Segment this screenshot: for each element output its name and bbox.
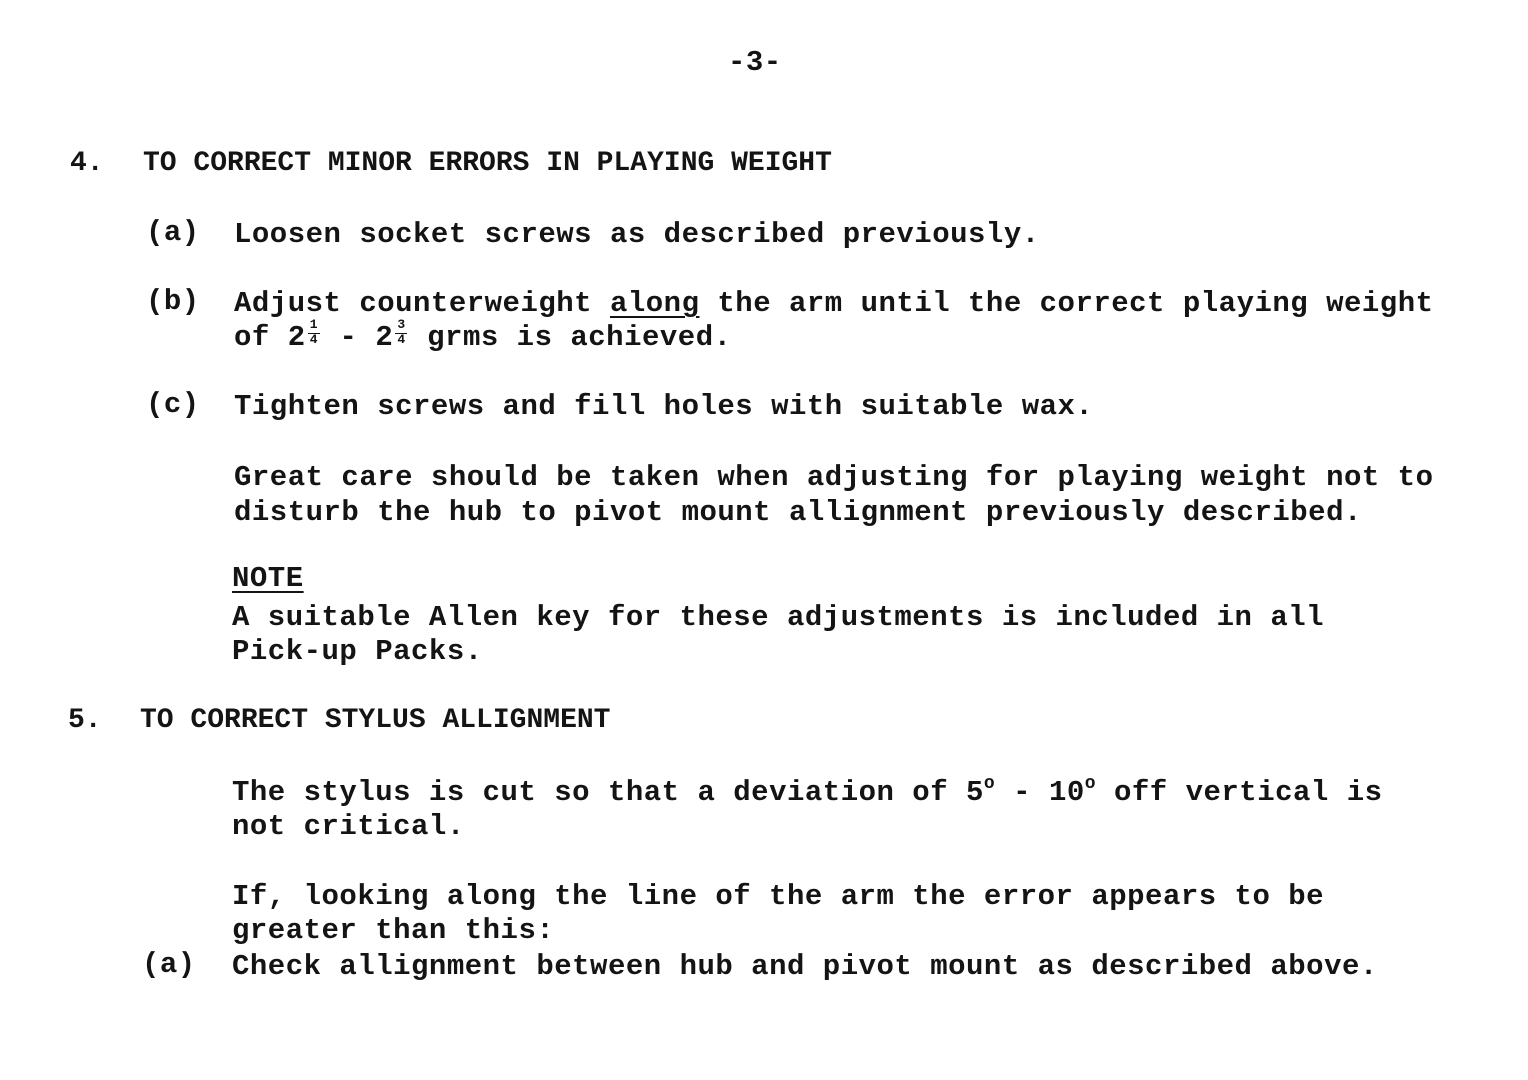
fraction-three-quarters-numerator: 3 [397, 317, 406, 332]
note-heading: NOTE [232, 562, 304, 595]
section-5-item-a-text: Check allignment between hub and pivot mount as described above. [232, 950, 1378, 983]
fraction-three-quarters-denominator: 4 [397, 332, 406, 347]
section-4-item-b-line1 [234, 287, 1434, 321]
section-4-item-a-text: Loosen socket screws as described previously. [234, 218, 1040, 251]
section-4-title: TO CORRECT MINOR ERRORS IN PLAYING WEIGHT [143, 148, 832, 179]
fraction-three-quarters [393, 317, 409, 347]
item-b-line1-post: the arm until the correct playing weight [699, 287, 1434, 320]
stylus-line1-pre: The stylus is cut so that a deviation of 5 [232, 776, 984, 809]
section-4-number: 4. [70, 148, 104, 179]
note-line1: A suitable Allen key for these adjustments is included in all [232, 601, 1325, 634]
item-b-line2-mid: - 2 [321, 321, 394, 354]
section-5-number: 5. [68, 705, 102, 736]
degree-sign-1: o [983, 774, 996, 794]
stylus-line1-mid: - 10 [995, 776, 1085, 809]
error-paragraph-line2: greater than this: [232, 914, 555, 947]
fraction-one-quarter-denominator: 4 [309, 332, 318, 347]
note-line2: Pick-up Packs. [232, 635, 483, 668]
page-number: -3- [728, 46, 782, 79]
stylus-line1-post: off vertical is [1096, 776, 1383, 809]
section-5-item-a-label: (a) [142, 948, 196, 981]
fraction-one-quarter-numerator: 1 [309, 317, 318, 332]
stylus-paragraph-line2: not critical. [232, 810, 465, 843]
degree-sign-2: o [1084, 774, 1097, 794]
section-4-item-a-label: (a) [146, 216, 200, 249]
section-4-item-b-label: (b) [146, 285, 200, 318]
care-paragraph-line1: Great care should be taken when adjusting for playing weight not to [234, 461, 1434, 494]
item-b-line1-pre: Adjust counterweight [234, 287, 610, 320]
section-5-title: TO CORRECT STYLUS ALLIGNMENT [140, 705, 611, 736]
section-4-item-c-label: (c) [146, 388, 200, 421]
item-b-line2-post: grms is achieved. [409, 321, 732, 354]
section-4-item-b-line2 [234, 317, 732, 355]
section-4-item-c-text: Tighten screws and fill holes with suitable wax. [234, 390, 1094, 423]
stylus-paragraph-line1 [232, 776, 1383, 810]
item-b-underlined-word: along [609, 287, 700, 320]
fraction-one-quarter [306, 317, 322, 347]
care-paragraph-line2: disturb the hub to pivot mount allignment previously described. [234, 496, 1362, 529]
item-b-line2-pre: of 2 [234, 321, 306, 354]
error-paragraph-line1: If, looking along the line of the arm the error appears to be [232, 880, 1325, 913]
